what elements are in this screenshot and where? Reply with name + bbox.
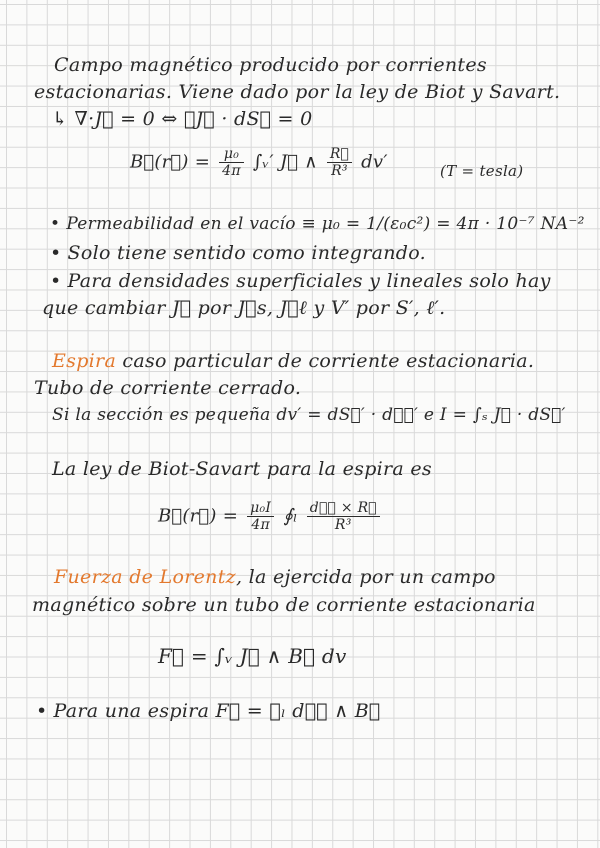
bullet-integrand-text: Solo tiene sentido como integrando. bbox=[67, 242, 426, 264]
divergence-condition: ↳ ∇·J⃗ = 0 ⇔ ∮J⃗ · dS⃗ = 0 bbox=[52, 108, 313, 130]
seccion-line: Si la sección es pequeña dv′ = dS⃗′ · dℓ⃗′ e I = ∫ₛ J⃗ · dS⃗′ bbox=[52, 405, 566, 425]
espira-force-text: Para una espira F⃗ = ∮ₗ dℓ⃗ ∧ B⃗ bbox=[53, 700, 381, 722]
biot-dv: dv′ bbox=[361, 151, 388, 173]
title-line-2: estacionarias. Viene dado por la ley de Biot y Savart. bbox=[34, 81, 561, 103]
espira-lhs: B⃗(r⃗) = bbox=[158, 505, 239, 527]
lorentz-force-formula: F⃗ = ∫ᵥ J⃗ ∧ B⃗ dv bbox=[158, 644, 347, 668]
bullet-dot: • bbox=[50, 270, 62, 292]
espira-force-line bbox=[36, 700, 380, 722]
bullet-dot: • bbox=[36, 700, 48, 722]
biot-integral: ∫ᵥ′ J⃗ ∧ bbox=[252, 151, 318, 173]
bullet-densities-text: Para densidades superficiales y lineales solo hay bbox=[67, 270, 551, 292]
lorentz-line bbox=[54, 566, 496, 588]
biot-espira-intro: La ley de Biot-Savart para la espira es bbox=[52, 458, 432, 480]
biot-r-num: R⃗ bbox=[327, 146, 352, 163]
biot-savart-formula bbox=[130, 146, 388, 179]
espira-line bbox=[52, 350, 534, 372]
biot-r-den: R³ bbox=[331, 163, 348, 180]
biot-r-fraction bbox=[327, 146, 352, 179]
biot-constant-den: 4π bbox=[222, 163, 241, 180]
lorentz-keyword: Fuerza de Lorentz bbox=[54, 566, 236, 588]
lorentz-definition: , la ejercida por un campo bbox=[235, 566, 496, 588]
title-line-1: Campo magnético producido por corrientes bbox=[54, 54, 487, 76]
espira-biot-formula bbox=[158, 500, 383, 533]
espira-constant-num: μ₀I bbox=[247, 500, 274, 517]
bullet-permeability-text: Permeabilidad en el vacío ≡ μ₀ = 1/(ε₀c²) = 4π · 10⁻⁷ NA⁻² bbox=[66, 214, 585, 234]
biot-constant-num: μ₀ bbox=[219, 146, 244, 163]
espira-keyword: Espira bbox=[52, 350, 117, 372]
tubo-line: Tubo de corriente cerrado. bbox=[34, 377, 302, 399]
lorentz-line-2: magnético sobre un tubo de corriente estacionaria bbox=[32, 594, 536, 616]
espira-definition: caso particular de corriente estacionaria. bbox=[116, 350, 535, 372]
biot-constant-fraction bbox=[219, 146, 244, 179]
espira-constant-fraction bbox=[247, 500, 274, 533]
bullet-dot: • bbox=[50, 242, 62, 264]
bullet-densities bbox=[50, 270, 551, 292]
espira-field-fraction bbox=[307, 500, 380, 533]
bullet-permeability bbox=[50, 214, 585, 234]
espira-integral: ∮ₗ bbox=[283, 505, 298, 527]
bullet-integrand bbox=[50, 242, 426, 264]
espira-field-num: dℓ⃗ × R⃗ bbox=[307, 500, 380, 517]
espira-constant-den: 4π bbox=[251, 517, 271, 534]
biot-lhs: B⃗(r⃗) = bbox=[130, 151, 211, 173]
tesla-note: (T = tesla) bbox=[440, 162, 524, 180]
bullet-densities-cont: que cambiar J⃗ por J⃗s, J⃗ℓ y V′ por S′, ℓ′. bbox=[42, 297, 446, 319]
bullet-dot: • bbox=[50, 214, 61, 234]
espira-field-den: R³ bbox=[334, 517, 352, 534]
